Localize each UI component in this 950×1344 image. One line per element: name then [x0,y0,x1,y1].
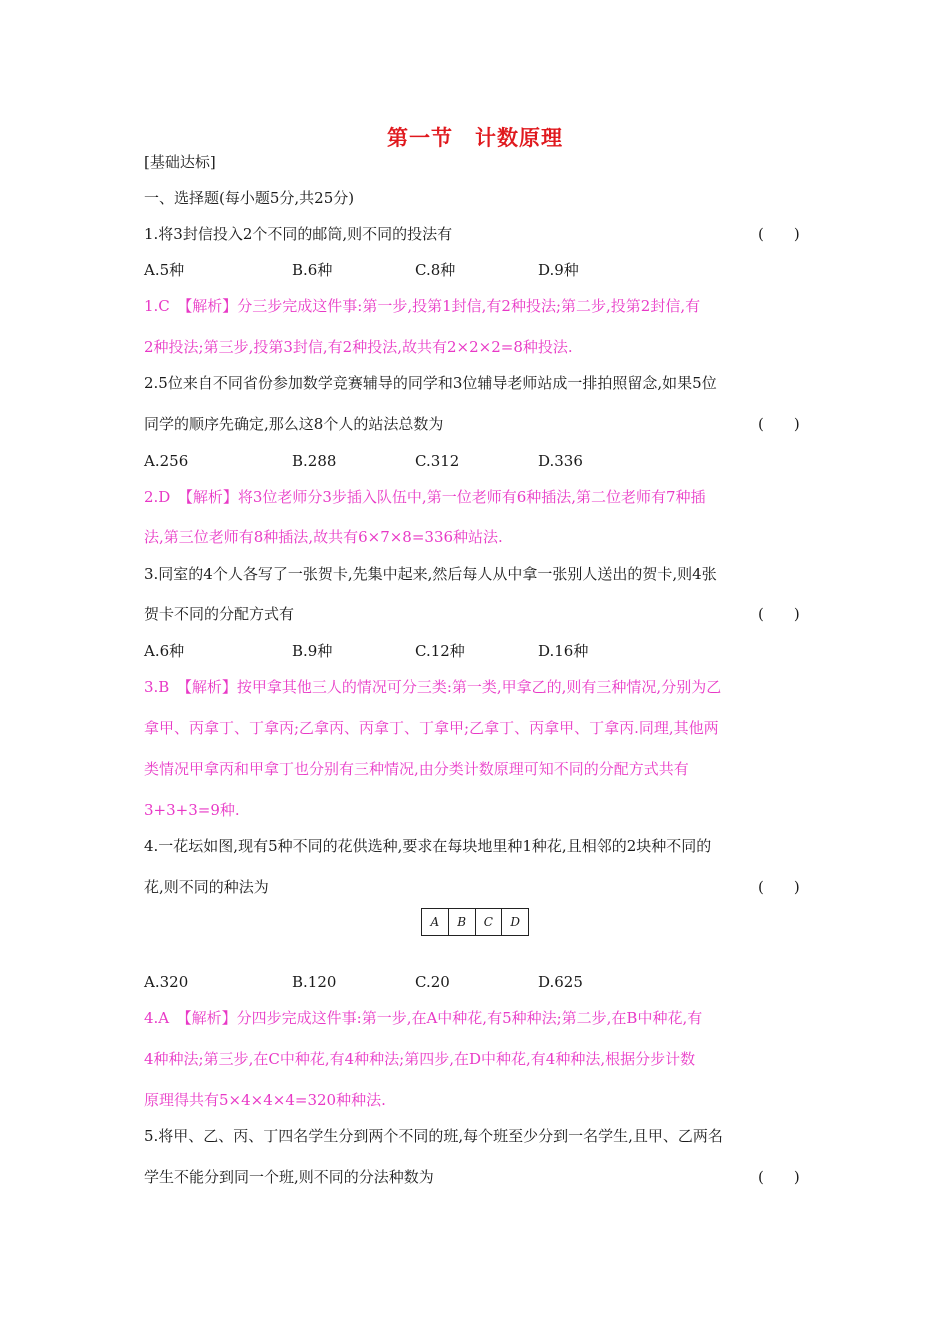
q3-option-c: C.12种 [415,642,465,660]
part-heading: 一、选择题(每小题5分,共25分) [144,189,355,207]
q4-option-b: B.120 [292,973,337,991]
q2-option-c: C.312 [415,452,460,470]
q3-analysis-line: 3+3+3=9种. [144,801,240,819]
q4-option-a: A.320 [144,973,189,991]
q1-analysis-line: 1.C 【解析】分三步完成这件事:第一步,投第1封信,有2种投法;第二步,投第2封信,有 [144,297,701,315]
q4-analysis-line: 4.A 【解析】分四步完成这件事:第一步,在A中种花,有5种种法;第二步,在B中种花,有 [144,1009,703,1027]
question-5-stem: 5.将甲、乙、丙、丁四名学生分到两个不同的班,每个班至少分到一名学生,且甲、乙两名 [144,1127,723,1145]
answer-blank-2: ( ) [758,415,800,433]
question-2-stem: 2.5位来自不同省份参加数学竞赛辅导的同学和3位辅导老师站成一排拍照留念,如果5位 [144,374,717,392]
question-5-stem: 学生不能分到同一个班,则不同的分法种数为 [144,1168,434,1186]
q3-option-d: D.16种 [538,642,589,660]
question-4-stem: 4.一花坛如图,现有5种不同的花供选种,要求在每块地里种1种花,且相邻的2块种不同的 [144,837,712,855]
q4-analysis-line: 4种种法;第三步,在C中种花,有4种种法;第四步,在D中种花,有4种种法,根据分步计数 [144,1050,696,1068]
q3-analysis-line: 3.B 【解析】按甲拿其他三人的情况可分三类:第一类,甲拿乙的,则有三种情况,分别为乙 [144,678,722,696]
q3-analysis-line: 类情况甲拿丙和甲拿丁也分别有三种情况,由分类计数原理可知不同的分配方式共有 [144,760,689,778]
page-title: 第一节 计数原理 [387,126,563,150]
question-1-stem: 1.将3封信投入2个不同的邮筒,则不同的投法有 [144,225,453,243]
answer-blank-4: ( ) [758,878,800,896]
question-4-stem: 花,则不同的种法为 [144,878,269,896]
flowerbed-cell-a: A [422,909,449,935]
q1-option-a: A.5种 [144,261,185,279]
q3-option-b: B.9种 [292,642,333,660]
q2-option-b: B.288 [292,452,337,470]
q2-option-a: A.256 [144,452,189,470]
answer-blank-1: ( ) [758,225,800,243]
q1-option-b: B.6种 [292,261,333,279]
q4-analysis-line: 原理得共有5×4×4×4=320种种法. [144,1091,386,1109]
flowerbed-cell-d: D [510,915,520,929]
q4-option-c: C.20 [415,973,450,991]
flowerbed-diagram [421,908,529,936]
answer-blank-3: ( ) [758,605,800,623]
q1-option-c: C.8种 [415,261,456,279]
q2-analysis-line: 2.D 【解析】将3位老师分3步插入队伍中,第一位老师有6种插法,第二位老师有7种插 [144,488,706,506]
q4-option-d: D.625 [538,973,583,991]
q2-option-d: D.336 [538,452,583,470]
flowerbed-cell-b: B [449,909,476,935]
flowerbed-cell-c: C [476,909,503,935]
question-3-stem: 3.同室的4个人各写了一张贺卡,先集中起来,然后每人从中拿一张别人送出的贺卡,则4张 [144,565,717,583]
question-2-stem: 同学的顺序先确定,那么这8个人的站法总数为 [144,415,444,433]
q1-analysis-line: 2种投法;第三步,投第3封信,有2种投法,故共有2×2×2=8种投法. [144,338,573,356]
question-3-stem: 贺卡不同的分配方式有 [144,605,295,623]
section-label: [基础达标] [144,153,216,171]
q2-analysis-line: 法,第三位老师有8种插法,故共有6×7×8=336种站法. [144,528,503,546]
answer-blank-5: ( ) [758,1168,800,1186]
q1-option-d: D.9种 [538,261,579,279]
q3-analysis-line: 拿甲、丙拿丁、丁拿丙;乙拿丙、丙拿丁、丁拿甲;乙拿丁、丙拿甲、丁拿丙.同理,其他两 [144,719,719,737]
q3-option-a: A.6种 [144,642,185,660]
